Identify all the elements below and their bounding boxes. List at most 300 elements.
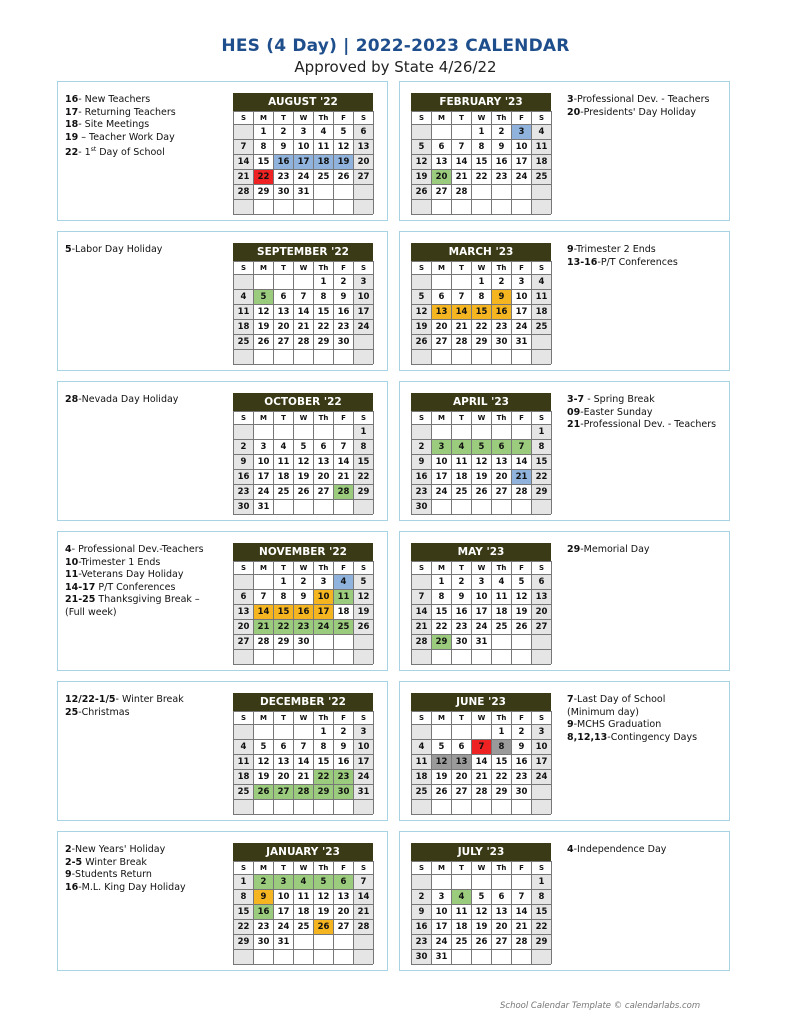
day-cell: 16 [492,304,512,319]
empty-cell [532,334,552,349]
event-date: 28 [65,394,79,405]
day-cell: 4 [452,889,472,904]
empty-cell [294,424,314,439]
day-cell: 15 [532,904,552,919]
month-panel [399,681,730,821]
weekday-label: F [512,261,532,274]
day-cell: 30 [254,934,274,949]
month-header: NOVEMBER '22 [233,543,373,561]
day-cell: 11 [452,454,472,469]
day-cell: 10 [354,739,374,754]
day-cell: 11 [234,304,254,319]
day-cell: 9 [334,739,354,754]
event-text: -Christmas [78,706,130,718]
empty-cell [234,349,254,364]
month-header: DECEMBER '22 [233,693,373,711]
day-cell: 10 [432,454,452,469]
day-cell: 7 [254,589,274,604]
day-cell: 19 [254,769,274,784]
empty-cell [432,874,452,889]
day-cell: 5 [472,889,492,904]
day-cell: 22 [354,469,374,484]
weekday-label: T [274,411,294,424]
day-cell: 11 [412,754,432,769]
day-cell: 14 [452,304,472,319]
event-note [65,119,235,132]
calendar-title: HES (4 Day) | 2022-2023 CALENDAR [221,36,570,56]
empty-cell [294,349,314,364]
day-cell: 18 [234,769,254,784]
event-date: 2 [65,844,72,855]
day-cell: 9 [274,139,294,154]
month-header: JULY '23 [411,843,551,861]
empty-cell [294,934,314,949]
day-cell: 3 [512,124,532,139]
event-text: - Site Meetings [78,119,150,131]
empty-cell [354,949,374,964]
event-text: -Labor Day Holiday [71,244,163,255]
day-cell: 2 [254,874,274,889]
day-cell: 6 [274,739,294,754]
month-header: AUGUST '22 [233,93,373,111]
empty-cell [314,424,334,439]
day-cell: 4 [234,289,254,304]
day-cell: 31 [294,184,314,199]
empty-cell [314,199,334,214]
day-cell: 10 [512,289,532,304]
weekday-label: W [472,261,492,274]
day-cell: 8 [314,739,334,754]
day-cell: 24 [274,919,294,934]
day-cell: 2 [452,574,472,589]
empty-cell [354,184,374,199]
weekday-label: W [472,561,492,574]
empty-cell [532,499,552,514]
empty-cell [492,634,512,649]
day-cell: 14 [512,904,532,919]
month-calendar [411,93,551,215]
empty-cell [512,634,532,649]
day-cell: 6 [314,439,334,454]
day-cell: 1 [274,574,294,589]
day-cell: 8 [314,289,334,304]
day-cell: 13 [274,754,294,769]
day-cell: 21 [294,769,314,784]
day-cell: 12 [314,889,334,904]
event-text: -Veterans Day Holiday [78,569,184,581]
day-cell: 24 [432,484,452,499]
day-cell: 5 [412,289,432,304]
day-cell: 17 [512,154,532,169]
day-cell: 2 [512,724,532,739]
day-cell: 4 [334,574,354,589]
day-cell: 9 [492,289,512,304]
day-cell: 11 [294,889,314,904]
day-cell: 29 [354,484,374,499]
day-cell: 22 [314,319,334,334]
empty-cell [254,724,274,739]
day-cell: 19 [472,469,492,484]
day-cell: 25 [532,319,552,334]
day-cell: 22 [472,319,492,334]
month-grid [233,861,373,965]
empty-cell [294,649,314,664]
day-cell: 1 [472,274,492,289]
day-cell: 16 [412,919,432,934]
day-cell: 22 [254,169,274,184]
day-cell: 30 [412,949,432,964]
day-cell: 6 [452,739,472,754]
day-cell: 12 [334,139,354,154]
day-cell: 5 [432,739,452,754]
weekday-label: S [354,411,374,424]
weekday-label: W [294,711,314,724]
event-notes [65,694,235,719]
day-cell: 7 [294,739,314,754]
event-notes [65,94,235,160]
event-note [65,844,235,857]
empty-cell [472,949,492,964]
day-cell: 16 [234,469,254,484]
day-cell: 11 [452,904,472,919]
event-date: 21-25 [65,594,96,606]
empty-cell [452,349,472,364]
day-cell: 17 [354,754,374,769]
event-text: -Trimester 2 Ends [573,244,656,255]
empty-cell [512,349,532,364]
day-cell: 5 [254,739,274,754]
day-cell: 24 [254,484,274,499]
day-cell: 24 [512,319,532,334]
day-cell: 23 [334,769,354,784]
weekday-label: S [234,711,254,724]
day-cell: 18 [532,154,552,169]
day-cell: 10 [254,454,274,469]
empty-cell [492,184,512,199]
day-cell: 11 [334,589,354,604]
empty-cell [492,499,512,514]
day-cell: 9 [254,889,274,904]
day-cell: 4 [234,739,254,754]
day-cell: 22 [532,469,552,484]
empty-cell [532,799,552,814]
event-note [65,107,235,120]
empty-cell [452,724,472,739]
day-cell: 22 [532,919,552,934]
day-cell: 10 [432,904,452,919]
empty-cell [314,934,334,949]
month-calendar [411,843,551,965]
day-cell: 30 [452,634,472,649]
weekday-label: Th [314,561,334,574]
day-cell: 2 [412,439,432,454]
day-cell: 13 [432,154,452,169]
day-cell: 21 [452,169,472,184]
empty-cell [254,424,274,439]
day-cell: 11 [492,589,512,604]
day-cell: 5 [334,124,354,139]
empty-cell [234,574,254,589]
month-header: FEBRUARY '23 [411,93,551,111]
day-cell: 17 [314,604,334,619]
day-cell: 28 [334,484,354,499]
event-notes [65,394,235,407]
empty-cell [294,499,314,514]
day-cell: 31 [354,784,374,799]
weekday-label: S [354,111,374,124]
day-cell: 29 [492,784,512,799]
day-cell: 29 [274,634,294,649]
day-cell: 26 [334,169,354,184]
event-text: (Full week) [65,606,117,618]
month-calendar [233,243,373,365]
event-note [65,244,235,257]
month-calendar [233,693,373,815]
day-cell: 31 [432,949,452,964]
event-note [65,607,235,620]
day-cell: 29 [314,784,334,799]
day-cell: 15 [254,154,274,169]
event-note [567,257,727,270]
day-cell: 2 [334,724,354,739]
empty-cell [314,949,334,964]
day-cell: 20 [532,604,552,619]
day-cell: 26 [412,184,432,199]
weekday-label: F [512,861,532,874]
month-grid [233,711,373,815]
event-text: -Professional Dev. - Teachers [573,94,710,105]
weekday-label: F [334,111,354,124]
month-panel [57,381,388,521]
month-header: APRIL '23 [411,393,551,411]
day-cell: 16 [412,469,432,484]
empty-cell [452,649,472,664]
day-cell: 18 [234,319,254,334]
day-cell: 8 [354,439,374,454]
month-header: MARCH '23 [411,243,551,261]
empty-cell [452,499,472,514]
weekday-label: Th [314,411,334,424]
event-date: 9 [65,869,72,881]
empty-cell [512,949,532,964]
day-cell: 12 [412,304,432,319]
event-date: 9 [567,244,574,255]
day-cell: 12 [472,454,492,469]
day-cell: 14 [512,454,532,469]
empty-cell [432,424,452,439]
day-cell: 18 [452,919,472,934]
day-cell: 23 [452,619,472,634]
day-cell: 29 [532,934,552,949]
day-cell: 19 [432,769,452,784]
day-cell: 1 [234,874,254,889]
weekday-label: F [512,561,532,574]
day-cell: 15 [354,454,374,469]
month-panel [399,381,730,521]
day-cell: 2 [294,574,314,589]
weekday-label: S [532,711,552,724]
event-note [567,707,727,720]
day-cell: 7 [512,889,532,904]
event-text: - Returning Teachers [78,106,176,118]
day-cell: 6 [274,289,294,304]
event-note [65,857,235,870]
event-note [65,569,235,582]
weekday-label: S [354,561,374,574]
day-cell: 28 [512,934,532,949]
month-panel [57,231,388,371]
day-cell: 15 [432,604,452,619]
day-cell: 6 [354,124,374,139]
weekday-label: S [234,111,254,124]
day-cell: 13 [334,889,354,904]
day-cell: 30 [274,184,294,199]
empty-cell [274,274,294,289]
day-cell: 1 [532,424,552,439]
month-grid [233,411,373,515]
empty-cell [234,949,254,964]
day-cell: 16 [334,304,354,319]
weekday-label: M [254,411,274,424]
month-calendar [411,243,551,365]
month-calendar [411,543,551,665]
event-date: 13-16 [567,256,598,268]
day-cell: 5 [254,289,274,304]
day-cell: 8 [532,439,552,454]
day-cell: 11 [532,289,552,304]
day-cell: 14 [412,604,432,619]
weekday-label: S [532,411,552,424]
weekday-label: S [532,261,552,274]
month-panel [57,681,388,821]
day-cell: 23 [274,169,294,184]
weekday-label: M [254,561,274,574]
weekday-label: F [512,111,532,124]
day-cell: 7 [354,874,374,889]
event-text: -New Years' Holiday [71,844,166,855]
day-cell: 21 [472,769,492,784]
empty-cell [432,724,452,739]
day-cell: 17 [432,469,452,484]
event-text: -Professional Dev. - Teachers [580,419,717,431]
weekday-label: W [294,261,314,274]
day-cell: 21 [254,619,274,634]
day-cell: 9 [294,589,314,604]
weekday-label: T [452,861,472,874]
footer-credit: School Calendar Template © calendarlabs.com [500,1001,701,1011]
day-cell: 6 [432,139,452,154]
day-cell: 1 [314,274,334,289]
weekday-label: M [254,261,274,274]
day-cell: 24 [354,319,374,334]
event-text: -M.L. King Day Holiday [78,881,186,893]
month-calendar [411,393,551,515]
day-cell: 11 [234,754,254,769]
day-cell: 26 [254,334,274,349]
event-date: 8,12,13 [567,731,608,743]
day-cell: 3 [294,124,314,139]
day-cell: 20 [334,904,354,919]
weekday-label: T [452,711,472,724]
day-cell: 20 [492,469,512,484]
weekday-label: S [412,861,432,874]
event-note [567,844,727,857]
day-cell: 1 [492,724,512,739]
day-cell: 4 [314,124,334,139]
event-text: - Spring Break [584,394,655,405]
weekday-label: S [532,561,552,574]
day-cell: 16 [254,904,274,919]
day-cell: 31 [512,334,532,349]
event-date: 7 [567,694,574,705]
day-cell: 18 [532,304,552,319]
empty-cell [412,349,432,364]
day-cell: 1 [532,874,552,889]
month-calendar [233,843,373,965]
day-cell: 22 [234,919,254,934]
weekday-label: F [334,261,354,274]
empty-cell [354,649,374,664]
day-cell: 1 [254,124,274,139]
day-cell: 23 [492,319,512,334]
event-text: -Students Return [71,869,152,881]
empty-cell [452,424,472,439]
day-cell: 3 [512,274,532,289]
event-text: -Nevada Day Holiday [78,394,179,405]
weekday-label: Th [492,861,512,874]
empty-cell [432,199,452,214]
empty-cell [412,574,432,589]
empty-cell [234,124,254,139]
day-cell: 12 [354,589,374,604]
event-notes [65,544,235,620]
weekday-label: M [254,861,274,874]
empty-cell [354,334,374,349]
day-cell: 27 [334,919,354,934]
weekday-label: T [274,861,294,874]
empty-cell [412,874,432,889]
month-grid [411,261,551,365]
empty-cell [492,949,512,964]
day-cell: 6 [432,289,452,304]
empty-cell [492,424,512,439]
event-date: 9 [567,719,574,731]
day-cell: 8 [254,139,274,154]
day-cell: 29 [314,334,334,349]
empty-cell [254,649,274,664]
empty-cell [532,184,552,199]
month-grid [411,711,551,815]
event-text: Thanksgiving Break – [95,594,200,606]
day-cell: 28 [472,784,492,799]
event-note [65,582,235,595]
day-cell: 31 [254,499,274,514]
day-cell: 18 [412,769,432,784]
day-cell: 11 [532,139,552,154]
event-note [65,94,235,107]
empty-cell [512,184,532,199]
day-cell: 4 [294,874,314,889]
day-cell: 3 [354,274,374,289]
month-header: OCTOBER '22 [233,393,373,411]
weekday-label: M [432,711,452,724]
day-cell: 19 [334,154,354,169]
day-cell: 25 [452,484,472,499]
empty-cell [472,199,492,214]
day-cell: 25 [334,619,354,634]
day-cell: 18 [294,904,314,919]
day-cell: 3 [354,724,374,739]
